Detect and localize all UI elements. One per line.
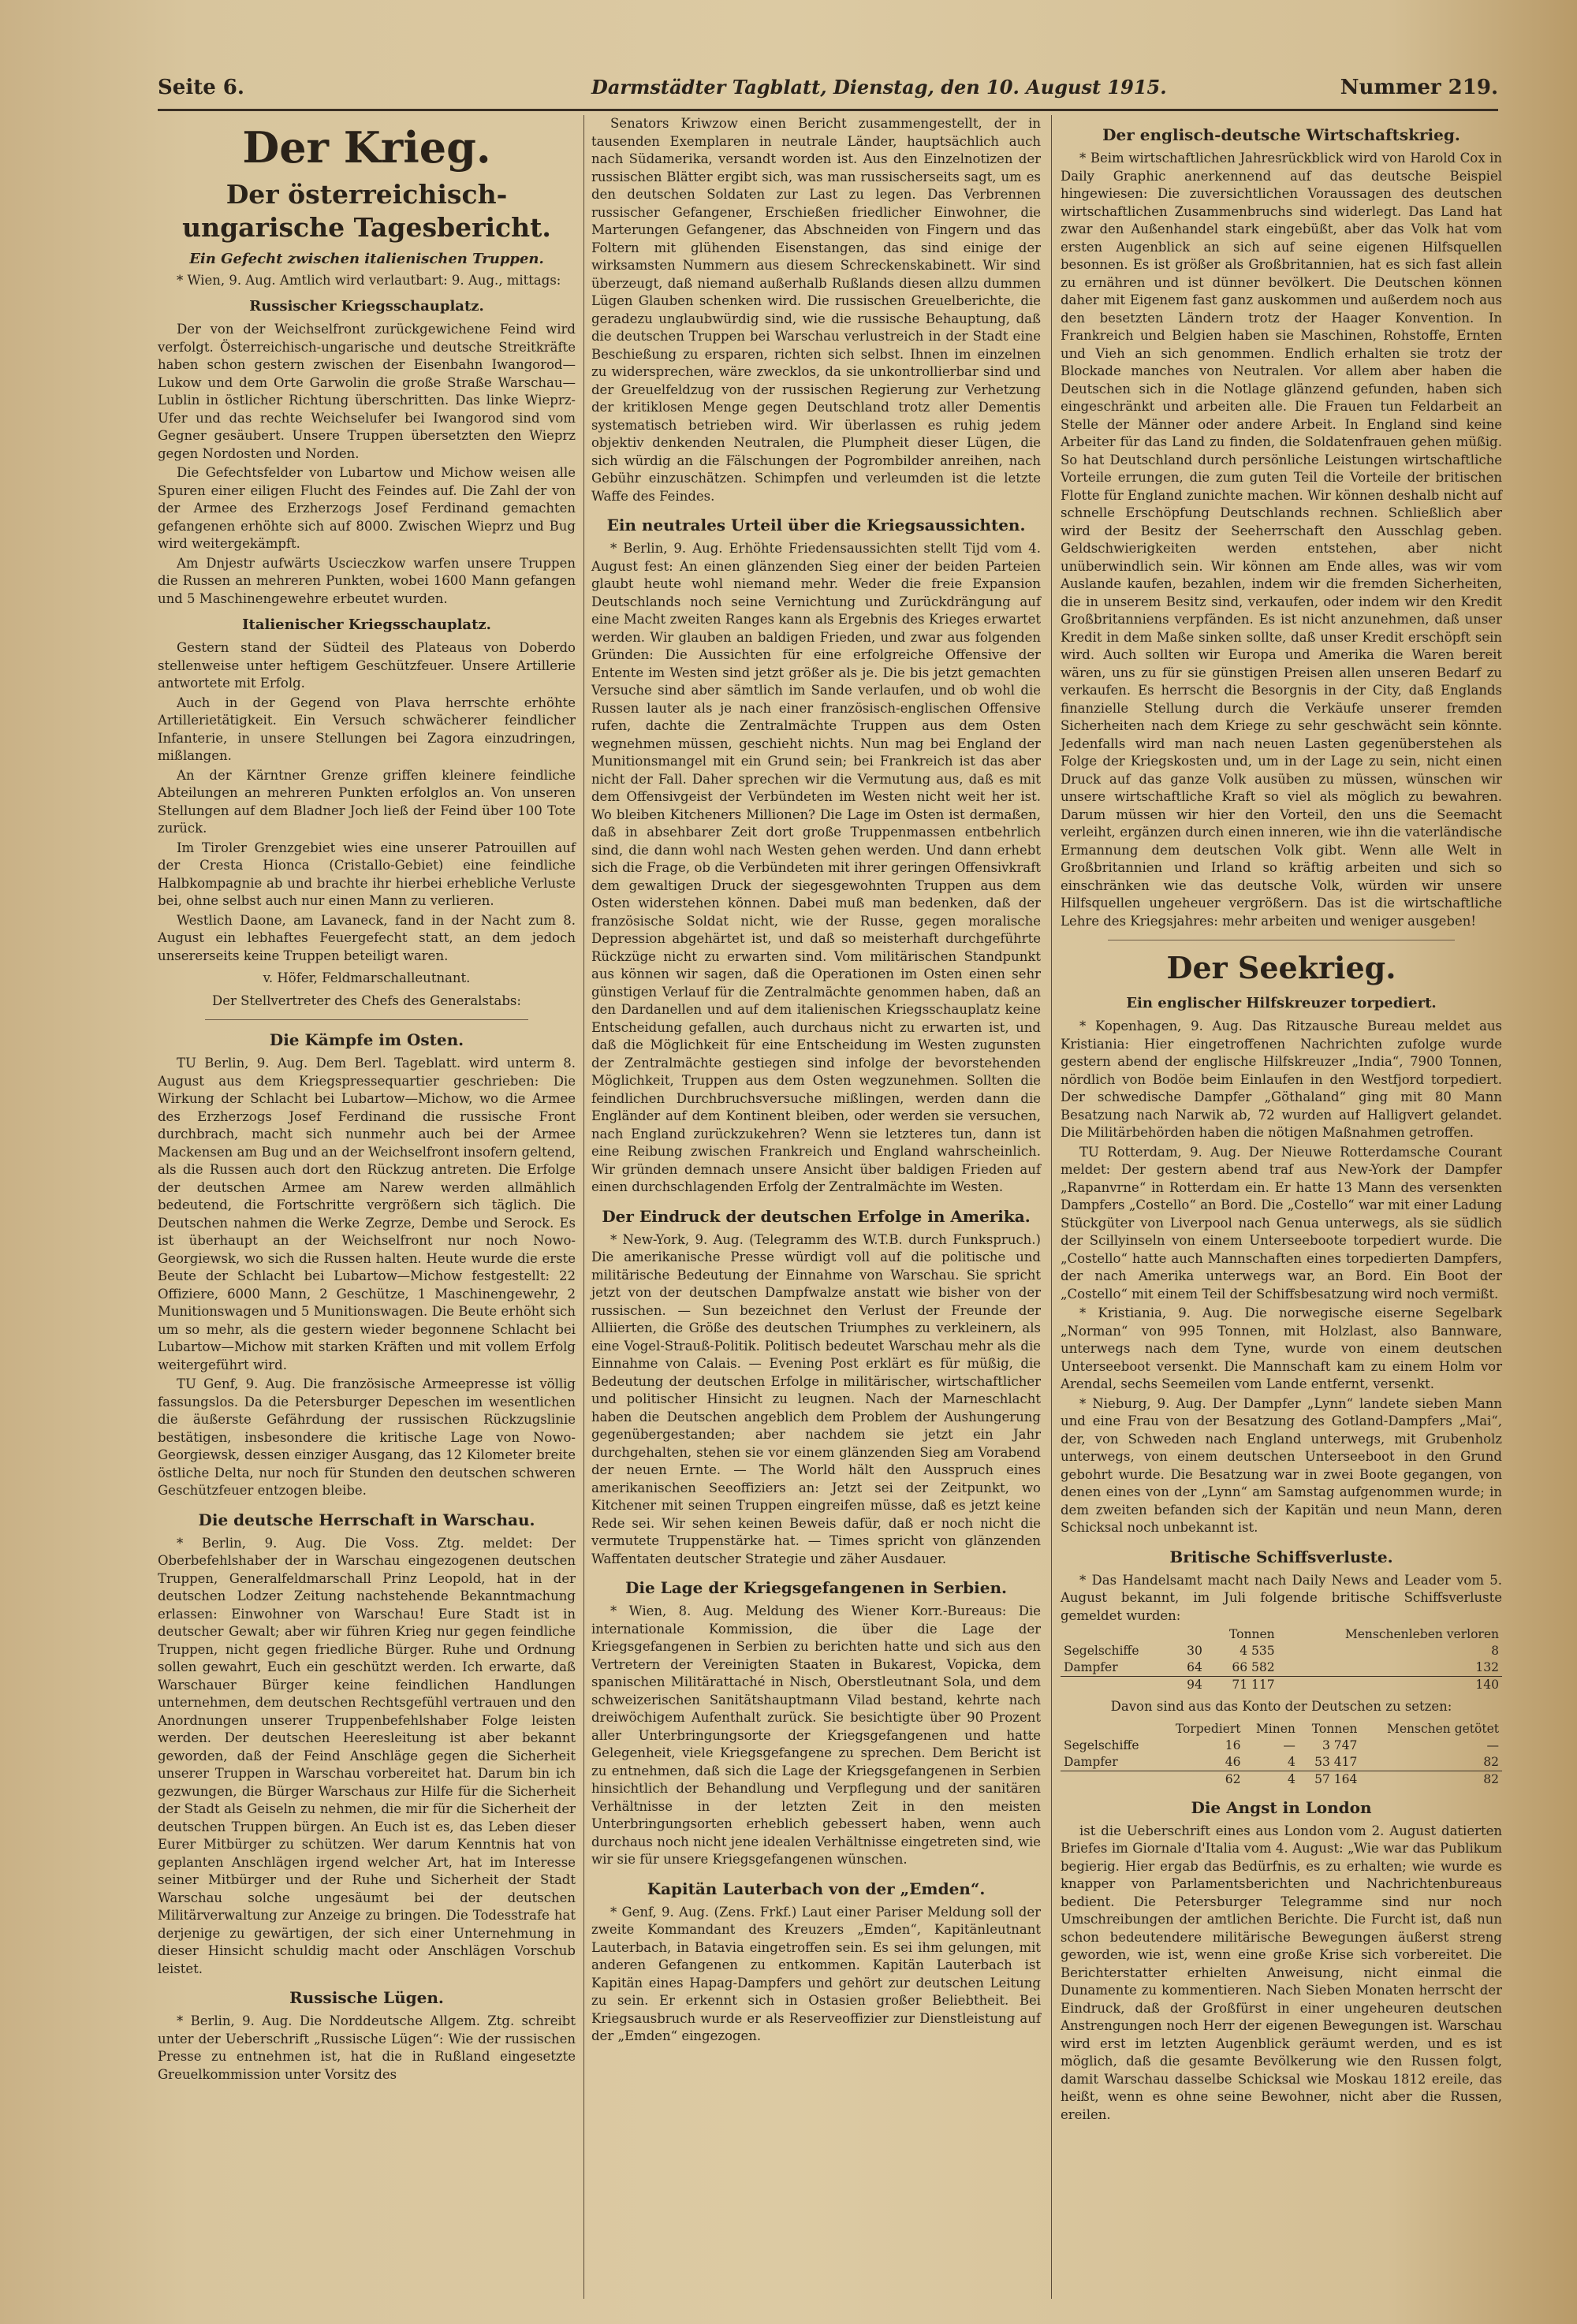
- paragraph: * New-York, 9. Aug. (Telegramm des W.T.B. durch Funkspruch.) Die amerikanische Presse würdigt voll auf die politische und militärische Bedeutung der Einnahme von Warschau. Sie spricht jetzt von der deutschen Dampfwalze anstatt wie bisher von der russischen. — Sun bezeichnet den Verlust der Freunde der Alliierten, die Größe des deutschen Triumphes zu verkleinern, als eine Vogel-Strauß-Politik. Politisch bedeutet Warschau mehr als die Einnahme von Calais. — Evening Post erklärt es für müßig, die Bedeutung der deutschen Erfolge in militärischer, wirtschaftlicher und politischer Hinsicht zu leugnen. Nach der Marneschlacht haben die Deutschen angeblich dem Problem der Aushungerung gegenübergestanden; aber nachdem sie jetzt ein Jahr durchgehalten, stehen sie vor einem glänzenden Sieg am Vorabend der neuen Ernte. — The World hält den Ausspruch eines amerikanischen Seeoffiziers an: Jetzt sei der Zeitpunkt, wo Kitchener mit seinen Truppen eingreifen müsse, daß es jetzt keine Rede sei. Wir sehen keinen Beweis dafür, daß er noch nicht die vermutete Truppenstärke hat. — Times spricht von glänzenden Waffentaten deutscher Strategie und zäher Ausdauer.: [591, 1231, 1041, 1566]
- table-header-row: Torpediert Minen Tonnen Menschen getötet: [1175, 1721, 1499, 1736]
- column-2: [591, 115, 1041, 2047]
- paragraph: Westlich Daone, am Lavaneck, fand in der Nacht zum 8. August ein lebhaftes Feuergefecht statt, an dem jedoch unsererseits keine Truppen beteiligt waren.: [158, 912, 576, 963]
- paragraph: Gestern stand der Südteil des Plateaus von Doberdo stellenweise unter heftigem Geschützfeuer. Unsere Artillerie antwortete mit Erfolg.: [158, 640, 576, 691]
- section-heading: Italienischer Kriegsschauplatz.: [242, 616, 491, 633]
- table-header-row: Tonnen Menschenleben verloren: [1229, 1627, 1499, 1641]
- article-headline: Russische Lügen.: [289, 1988, 444, 2007]
- table-caption: Davon sind aus das Konto der Deutschen zu setzen:: [1110, 1699, 1452, 1714]
- paragraph: * Kristiania, 9. Aug. Die norwegische eiserne Segelbark „Norman“ von 995 Tonnen, mit Holzlast, also Bannware, unterwegs nach dem Tyne, wurde von einem deutschen Unterseeboot versenkt. Die Mannschaft kam zu einem Holm vor Arendal, sechs Seemeilen vom Lande entfernt, versenkt.: [1061, 1305, 1502, 1391]
- article-headline: Die Kämpfe im Osten.: [269, 1030, 464, 1049]
- table-total-row: 94 71 117 140: [1061, 1677, 1502, 1694]
- signature: v. Höfer, Feldmarschalleutnant.: [263, 970, 471, 985]
- column-divider: [1051, 115, 1052, 2299]
- article-headline: Kapitän Lauterbach von der „Emden“.: [647, 1879, 986, 1898]
- article-subheadline: Ein Gefecht zwischen italienischen Truppen.: [189, 251, 544, 267]
- table-row: Dampfer 64 66 582 132: [1064, 1660, 1499, 1674]
- signature-title: Der Stellvertreter des Chefs des Generalstabs:: [212, 993, 521, 1008]
- paragraph: An der Kärntner Grenze griffen kleinere feindliche Abteilungen an mehreren Punkten erfolglos an. Von unseren Stellungen auf dem Bladner Joch ließ der Feind über 100 Tote zurück.: [158, 767, 576, 836]
- table-row: Dampfer 46 4 53 417 82: [1064, 1754, 1499, 1769]
- paragraph: * Wien, 8. Aug. Meldung des Wiener Korr.-Bureaus: Die internationale Kommission, die über die Lage der Kriegsgefangenen in Serbien zu berichten hatte und sich aus den Vertretern der Vereinigten Staaten in Bukarest, Vopicka, dem spanischen Militärattaché in Nisch, Oberstleutnant Sola, und dem schweizerischen Sanitätshauptmann Vilad bestand, kehrte nach dreiwöchigem Aufenthalt zurück. Sie besichtigte über 90 Prozent aller Unterbringungsorte der Kriegsgefangenen und hatte Gelegenheit, viele Kriegsgefangene zu sprechen. Dem Bericht ist zu entnehmen, daß sich die Lage der Kriegsgefangenen in Serbien hinsichtlich der Behandlung und Verpflegung und der sanitären Verhältnisse in der letzten Zeit in den meisten Unterbringungsorten erheblich gebessert haben, wenn auch durchaus noch nicht jene idealen Verhältnisse eingetreten sind, wie wir sie für unsere Kriegsgefangenen wünschen.: [591, 1603, 1041, 1867]
- paragraph: * Nieburg, 9. Aug. Der Dampfer „Lynn“ landete sieben Mann und eine Frau von der Besatzung des Gotland-Dampfers „Mai“, der, von Schweden nach England unterwegs, mit Grubenholz unterwegs, von einem deutschen Unterseeboot in den Grund gebohrt wurde. Die Besatzung war in zwei Boote gegangen, von denen eines von der „Lynn“ am Samstag aufgenommen wurde; in dem zweiten befanden sich der Kapitän und neun Mann, deren Schicksal noch unbekannt ist.: [1061, 1395, 1502, 1535]
- paragraph: * Beim wirtschaftlichen Jahresrückblick wird von Harold Cox in Daily Graphic anerkennend auf das deutsche Beispiel hingewiesen: Die zuversichtlichen Voraussagen des deutschen wirtschaftlichen Zusammenbruchs sind widerlegt. Das Land hat zwar den Außenhandel stark eingebüßt, aber das Volk hat vom ersten Augenblick an sich auf seine eigenen Hilfsquellen besonnen. Es ist größer als Großbritannien, hat es sich fast allein zu ernähren und ist dünner bevölkert. Die Deutschen können daher mit Eigenem fast ganz auskommen und außerdem noch aus den besetzten Ländern trotz der Haager Konvention. In Frankreich und Belgien haben sie Maschinen, Rohstoffe, Ernten und Vieh an sich genommen. Endlich erhalten sie trotz der Blockade manches von Neutralen. Vor allem aber haben die Deutschen sich in die Notlage glänzend gefunden, haben sich eingeschränkt und arbeiten alle. Die Frauen tun Feldarbeit an Stelle der Männer oder andere Arbeit. In England sind keine Arbeiter für das Land zu finden, die Soldatenfrauen gehen müßig. So hat Deutschland durch persönliche Leistungen wirtschaftliche Vorteile errungen, die zum guten Teil die Vorteile der britischen Flotte für England zunichte machen. Wir können deshalb nicht auf schnelle Erschöpfung Deutschlands rechnen. Schließlich aber wird der Besitz der Seeherrschaft den Ausschlag geben. Geldschwierigkeiten werden entstehen, aber nicht unüberwindlich sein. Wir können am Ende alles, was wir vom Auslande kaufen, bezahlen, indem wir die fremden Sicherheiten, die in unserem Besitz sind, verkaufen, oder indem wir den Kredit Großbritanniens verpfänden. Es ist nicht anzunehmen, daß unser Kredit in dem Maße sinken sollte, daß unser Kredit erschöpft sein wird. Auch sollten wir Europa und Amerika die Waren bereit wären, uns zu für sie günstigen Preisen allen unseren Bedarf zu verkaufen. Es herrscht die Besorgnis in der City, daß Englands finanzielle Stellung durch die Verkäufe unserer fremden Sicherheiten nach dem Kriege zu sehr geschwächt sein könnte. Jedenfalls wird man nach neuen Lasten gegenüberstehen als Folge der Kriegskosten und, um in der Lage zu sein, nicht einen Druck auf das ganze Volk ausüben zu müssen, wünschen wir unsere wirtschaftliche Kraft so viel als möglich zu bewahren. Darum müssen wir hier den Vorteil, den uns die Seemacht verleiht, ergänzen durch einen inneren, wie ihn die vaterländische Ermannung dem deutschen Volk gibt. Wenn alle Welt in Großbritannien und Irland so kräftig arbeiten und sich so einschränken wie das deutsche Volk, würden wir unsere Hilfsquellen ungeheuer vergrößern. Das ist die wirtschaftliche Lehre des Kriegsjahres: mehr arbeiten und weniger ausgeben!: [1061, 151, 1502, 929]
- article-headline: Die deutsche Herrschaft in Warschau.: [198, 1510, 535, 1529]
- article-headline: Der englisch-deutsche Wirtschaftskrieg.: [1102, 125, 1460, 144]
- article-headline: Ein englischer Hilfskreuzer torpediert.: [1126, 995, 1437, 1011]
- page-header: [158, 76, 1498, 107]
- article-headline: Der Eindruck der deutschen Erfolge in Amerika.: [602, 1206, 1031, 1226]
- section-heading: Russischer Kriegsschauplatz.: [249, 298, 484, 315]
- article-headline: Die Angst in London: [1191, 1797, 1372, 1817]
- paragraph: TU Rotterdam, 9. Aug. Der Nieuwe Rotterdamsche Courant meldet: Der gestern abend traf aus New-York der Dampfer „Rapanvrne“ in Rotterdam ein. Er hatte 13 Mann des versenkten Dampfers „Costello“ an Bord. Die „Costello“ war mit einer Ladung Stückgüter von Liverpool nach Genua unterwegs, als sie südlich der Scillyinseln von einem Unterseeboote torpediert wurde. Die „Costello“ hatte auch Mannschaften eines torpedierten Dampfers, der nach Amerika unterwegs war, an Bord. Ein Boot der „Costello“ mit einem Teil der Schiffsbesatzung wird noch vermißt.: [1061, 1144, 1502, 1302]
- header-rule: [158, 109, 1498, 111]
- paragraph: * Das Handelsamt macht nach Daily News and Leader vom 5. August bekannt, im Juli folgende britische Schiffsverluste gemeldet wurden:: [1061, 1572, 1502, 1623]
- paragraph: * Berlin, 9. Aug. Erhöhte Friedensaussichten stellt Tijd vom 4. August fest: An einen glänzenden Sieg einer der beiden Parteien glaubt heute wohl niemand mehr. Weder die freie Expansion Deutschlands noch seine Vernichtung und Zurückdrängung auf eine Macht zweiten Ranges kann als Ergebnis des Krieges erwartet werden. Wir glauben an baldigen Frieden, und zwar aus folgenden Gründen: Die Aussichten für eine erfolgreiche Offensive der Entente im Westen sind jetzt größer als je. Die bis jetzt gemachten Versuche sind aber sämtlich im Sande verlaufen, und ob wohl die Russen lauter als je nach einer französisch-englischen Offensive rufen, dachte die Zentralmächte Truppen aus dem Osten wegnehmen müssen, geschieht nichts. Nun mag bei England der Munitionsmangel mit ein Grund sein; bei Frankreich ist das aber nicht der Fall. Daher sprechen wir die Vermutung aus, daß es mit dem Offensivgeist der Verbündeten im Westen nicht weit her ist. Wo bleiben Kitcheners Millionen? Die Lage im Osten ist dermaßen, daß in absehbarer Zeit dort große Truppenmassen entbehrlich sind, die dann wohl nach Westen gehen werden. Und dann erhebt sich die Frage, ob die Verbündeten mit ihrer geringen Offensivkraft dem gewaltigen Druck der siegesgewohnten Truppen aus dem Osten widerstehen können. Dabei muß man bedenken, daß der französische Soldat nicht, wie der Russe, gegen moralische Depression abgehärtet ist, und daß so meisterhaft durchgeführte Rückzüge nicht zu erwarten sind. Vom militärischen Standpunkt aus können wir sagen, daß die Operationen im Osten einen sehr günstigen Verlauf für die Zentralmächte genommen haben, daß an den Dardanellen und auf dem italienischen Kriegsschauplatz keine Entscheidung gefallen, auch durchaus nicht zu erwarten ist, und daß die Möglichkeit für eine Entscheidung im Westen zugunsten der Zentralmächte gestiegen sind infolge der bevorstehenden Möglichkeit, Truppen aus dem Osten wegzunehmen. Sollten die feindlichen Durchbruchsversuche mißlingen, werden dann die Engländer auf dem Kontinent bleiben, oder werden sie versuchen, nach England zurückzukehren? Wenn sie letzteres tun, dann ist eine Reibung zwischen Frankreich und England wahrscheinlich. Wir gründen demnach unsere Ansicht über baldigen Frieden auf einen durchschlagenden Erfolg der Zentralmächte im Westen.: [591, 541, 1041, 1194]
- table-row: Segelschiffe 16 — 3 747 —: [1064, 1737, 1499, 1752]
- section-headline: Der Seekrieg.: [1166, 950, 1396, 985]
- article-headline: Die Lage der Kriegsgefangenen in Serbien.: [625, 1578, 1007, 1597]
- paragraph: ist die Ueberschrift eines aus London vom 2. August datierten Briefes im Giornale d'Italia vom 4. August: „Wie war das Publikum begierig. Hier ergab das Bedürfnis, es zu erhalten; wie wurde es knapper von Parlamentsberichten und Nachrichtenbureaus bedient. Die Petersburger Telegramme sind nur noch Umschreibungen der amtlichen Berichte. Die Furcht ist, daß nun schon bedeutendere militärische Bewegungen äußerst streng geworden, wie ist, wenn eine große Krise sich vorbereitet. Die Berichterstatter erhielten Anweisung, nicht einmal die Dunamente zu kommentieren. Nach Sieben Monaten herrscht der Eindruck, daß der Großfürst in einer ungeheuren deutschen Anstrengungen noch Herr der eigenen Bewegungen ist. Warschau wird erst im letzten Augenblick geräumt werden, und es ist möglich, daß die gesamte Bevölkerung wie den Russen folgt, damit Warschau dasselbe Schicksal wie Moskau 1812 ereile, das heißt, wenn es ohne seine Bewohner, nicht aber die Russen, ereilen.: [1061, 1823, 1502, 2122]
- table-total-row: 62 4 57 164 82: [1061, 1771, 1502, 1788]
- page-number: Seite 6.: [158, 76, 244, 99]
- paragraph: Auch in der Gegend von Plava herrschte erhöhte Artillerietätigkeit. Ein Versuch schwächerer feindlicher Infanterie, in unsere Stellungen bei Zagora einzudringen, mißlangen.: [158, 695, 576, 763]
- article-headline: Britische Schiffsverluste.: [1169, 1547, 1393, 1566]
- paragraph: Die Gefechtsfelder von Lubartow und Michow weisen alle Spuren einer eiligen Flucht des Feindes auf. Die Zahl der von der Armee des Erzherzogs Josef Ferdinand gemachten gefangenen erhöhte sich auf 8000. Zwischen Wieprz und Bug wird weitergekämpft.: [158, 465, 576, 551]
- paragraph: Am Dnjestr aufwärts Uscieczkow warfen unsere Truppen die Russen an mehreren Punkten, wobei 1600 Mann gefangen und 5 Maschinengewehre erbeutet wurden.: [158, 555, 576, 606]
- table-row: Segelschiffe 30 4 535 8: [1064, 1644, 1499, 1658]
- column-3: [1061, 115, 1502, 2125]
- main-headline: Der Krieg.: [242, 122, 491, 173]
- paragraph: * Berlin, 9. Aug. Die Norddeutsche Allgem. Ztg. schreibt unter der Ueberschrift „Russische Lügen“: Wie der russischen Presse zu entnehmen ist, hat die in Rußland eingesetzte Greuelkommission unter Vorsitz des: [158, 2013, 576, 2082]
- german-losses-table: [1061, 1721, 1502, 1788]
- masthead-line: Darmstädter Tagblatt, Dienstag, den 10. August 1915.: [591, 76, 1167, 99]
- paragraph: TU Genf, 9. Aug. Die französische Armeepresse ist völlig fassungslos. Da die Petersburger Depeschen im wesentlichen die äußerste Gefährdung der russischen Rückzugslinie bestätigen, insbesondere die kritische Lage von Nowo-Georgiewsk, dessen einziger Ausgang, das 12 Kilometer breite östliche Delta, nur noch für Stunden den deutschen schweren Geschützfeuer entzogen bleibe.: [158, 1376, 576, 1498]
- article-headline: Der österreichisch-ungarische Tagesbericht.: [182, 179, 551, 243]
- paragraph: * Kopenhagen, 9. Aug. Das Ritzausche Bureau meldet aus Kristiania: Hier eingetroffenen Nachrichten zufolge wurde gestern abend der englische Hilfskreuzer „India“, 7900 Tonnen, nördlich von Bodöe beim Einlaufen in den Westfjord torpediert. Der schwedische Dampfer „Göthaland“ ging mit 80 Mann Besatzung nach Narwik ab, 72 wurden auf Halligvert gelandet. Die Militärbehörden haben die nötigen Maßnahmen getroffen.: [1061, 1019, 1502, 1140]
- paragraph: * Genf, 9. Aug. (Zens. Frkf.) Laut einer Pariser Meldung soll der zweite Kommandant des Kreuzers „Emden“, Kapitänleutnant Lauterbach, in Batavia eingetroffen sein. Es sei ihm gelungen, mit anderen Gefangenen zu entkommen. Kapitän Lauterbach ist Kapitän eines Hapag-Dampfers und gehört zur deutschen Leitung zu sein. Er erkennt sich in Ostasien großer Beliebtheit. Bei Kriegsausbruch wurde er als Reserveoffizier zur Dienstleistung auf der „Emden“ eingezogen.: [591, 1904, 1041, 2043]
- paragraph: * Wien, 9. Aug. Amtlich wird verlautbart: 9. Aug., mittags:: [177, 272, 561, 288]
- paragraph: TU Berlin, 9. Aug. Dem Berl. Tageblatt. wird unterm 8. August aus dem Kriegspressequartier geschrieben: Die Wirkung der Schlacht bei Lubartow—Michow, wo die Armee des Erzherzogs Josef Ferdinand die russische Front durchbrach, macht sich nunmehr auch bei der Armee Mackensen am Bug und an der Weichselfront insofern geltend, als die Russen auch dort den Rückzug antreten. Die Erfolge der deutschen Armee am Narew werden allmählich bedeutend, die Fortschritte vergrößern sich täglich. Die Deutschen nahmen die Werke Zegrze, Dembe und Serock. Es ist überhaupt an der Weichselfront nur noch Nowo-Georgiewsk, wo sich die Russen halten. Heute wurde die erste Beute der Schlacht bei Lubartow—Michow festgestellt: 22 Offiziere, 6000 Mann, 2 Geschütze, 1 Maschinengewehr, 2 Munitionswagen und 5 Munitionswagen. Die Beute erhöht sich um so mehr, als die gestern wieder begonnene Schlacht bei Lubartow—Michow mit starken Kräften und mit vollem Erfolg weitergeführt wird.: [158, 1056, 576, 1372]
- column-divider: [583, 115, 584, 2299]
- losses-table: [1061, 1626, 1502, 1693]
- separator: [205, 1019, 528, 1020]
- paragraph: Im Tiroler Grenzgebiet wies eine unserer Patrouillen auf der Cresta Hionca (Cristallo-Gebiet) eine feindliche Halbkompagnie ab und brachte ihr hierbei erhebliche Verluste bei, ohne selbst auch nur einen Mann zu verlieren.: [158, 840, 576, 908]
- paragraph: Senators Kriwzow einen Bericht zusammengestellt, der in tausenden Exemplaren in neutrale Länder, hauptsächlich auch nach Südamerika, versandt worden ist. Aus den Einzelnotizen der russischen Blätter ergibt sich, was man russischerseits sagt, um es den deutschen Soldaten zur Last zu legen. Das Verbrennen russischer Gefangener, Erschießen friedlicher Einwohner, die Marterungen Gefangener, das Abschneiden von Fingern und das Foltern mit glühenden Eisenstangen, das sind einige der wirksamsten Nummern aus diesem Schreckenskabinett. Wir sind überzeugt, daß niemand außerhalb Rußlands diesen allzu dummen Lügen Glauben schenken wird. Die russischen Greuelberichte, die geradezu unglaubwürdig sind, wie die russische Behauptung, daß die deutschen Truppen bei Warschau verlustreich in der Stadt eine Beschießung zu ersparen, richten sich selbst. Ihnen im einzelnen zu widersprechen, wäre zwecklos, da sie unkontrollierbar sind und der Greuelfeldzug von der russischen Regierung zur Verhetzung der kritiklosen Menge gegen Deutschland trotz aller Dementis systematisch betrieben wird. Wir überlassen es ruhig jedem objektiv denkenden Neutralen, die Plumpheit dieser Lügen, die sich würdig an die Fälschungen der Pogrombilder anreihen, nach Gebühr einzuschätzen. Schimpfen und verleumden ist die letzte Waffe des Feindes.: [591, 116, 1041, 504]
- issue-number: Nummer 219.: [1340, 76, 1498, 99]
- column-1: [158, 115, 576, 2085]
- paragraph: * Berlin, 9. Aug. Die Voss. Ztg. meldet: Der Oberbefehlshaber der in Warschau eingezogenen deutschen Truppen, Generalfeldmarschall Prinz Leopold, hat in der deutschen Lodzer Zeitung nachstehende Bekanntmachung erlassen: Einwohner von Warschau! Eure Stadt ist in deutscher Gewalt; aber wir führen Krieg nur gegen feindliche Truppen, nicht gegen friedliche Bürger. Ruhe und Ordnung sollen gewahrt, Euch ein geschützt werden. Ich erwarte, daß Warschauer Bürger keine feindlichen Handlungen unternehmen, dem deutschen Rechtsgefühl vertrauen und den Anordnungen unserer Truppenbefehlshaber Folge leisten werden. Der deutschen Heeresleitung ist aber bekannt geworden, daß der Feind Anschläge gegen die Sicherheit unserer Truppen in Warschau vorbereitet hat. Darum bin ich gezwungen, die Bürger Warschaus zur Hilfe für die Sicherheit der Stadt als Geiseln zu nehmen, die mir für die Sicherheit der deutschen Truppen bürgen. An Euch ist es, das Leben dieser Eurer Mitbürger zu schützen. Wer darum Kenntnis hat von geplanten Anschlägen irgend welcher Art, hat im Interesse seiner Mitbürger und der Ruhe und Sicherheit der Stadt Warschau solche ungesäumt bei der deutschen Militärverwaltung zur Anzeige zu bringen. Die Todesstrafe hat derjenige zu gewärtigen, der sich einer Unternehmung in dieser Hinsicht schuldig macht oder Anschlägen Vorschub leistet.: [158, 1535, 576, 1976]
- paragraph: Der von der Weichselfront zurückgewichene Feind wird verfolgt. Österreichisch-ungarische und deutsche Streitkräfte haben schon gestern zwischen der Eisenbahn Iwangorod—Lukow und dem Orte Garwolin die große Straße Warschau—Lublin in östlicher Richtung überschritten. Das linke Wieprz-Ufer und das rechte Weichselufer bei Iwangorod sind vom Gegner gesäubert. Unsere Truppen übersetzten den Wieprz gegen Nordosten und Norden.: [158, 322, 576, 461]
- article-headline: Ein neutrales Urteil über die Kriegsaussichten.: [606, 516, 1026, 534]
